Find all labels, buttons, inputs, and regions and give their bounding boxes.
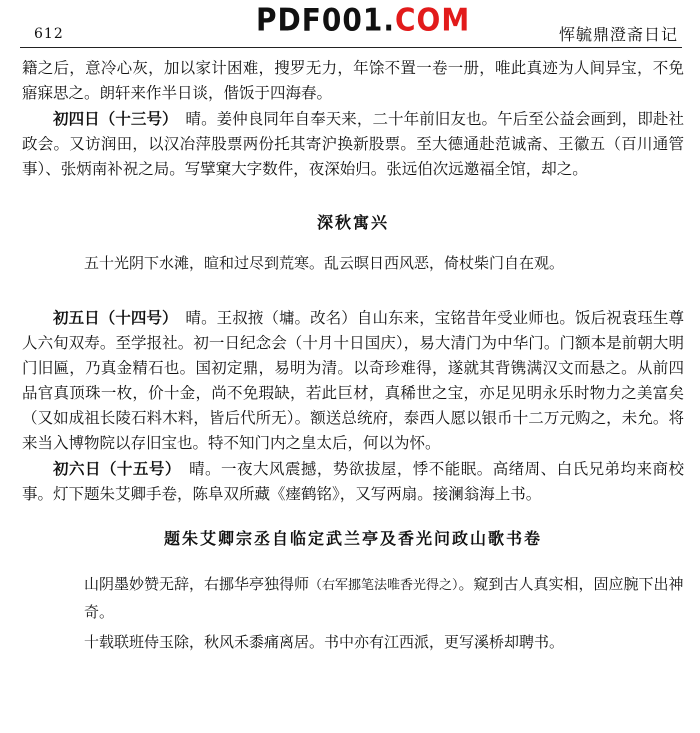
watermark-prefix: PDF001.: [256, 2, 395, 39]
poem-text: [22, 571, 684, 625]
entry-text: 晴。王叔掖（墉。改名）自山东来，宝铭昔年受业师也。饭后祝袁珏生尊人六旬双寿。至学报社。初一日纪念会（十月十日国庆），易大清门为中华门。门额本是前朝大明门旧匾，乃真金精石也。国初定鼎，易明为清。以奇珍难得，遂就其背镌满汉文而悬之。从前四品官真顶珠一枚，价十金，尚不免瑕缺，若此巨材，真稀世之宝，亦足见明永乐时物力之美富矣（又如成祖长陵石料木料，皆后代所无）。额送总统府，泰西人愿以银币十二万元购之，未允。将来当入博物院以存旧宝也。特不知门内之皇太后，何以为怀。: [22, 309, 684, 452]
entry-date: 初五日（十四号）: [53, 308, 170, 327]
page-number: 612: [34, 26, 64, 42]
entry-date: 初四日（十三号）: [53, 109, 170, 128]
entry-date: 初六日（十五号）: [53, 459, 174, 478]
poem-title: 深秋寓兴: [316, 213, 389, 232]
page-body: [22, 56, 684, 655]
running-head: 恽毓鼎澄斋日记: [558, 25, 678, 44]
poem-annotation: （右军挪笔法唯香光得之）: [309, 578, 459, 593]
diary-entry-day4: [22, 106, 684, 182]
diary-entry-day6: [22, 456, 684, 507]
watermark-suffix: COM: [394, 2, 471, 39]
poem-title: 题朱艾卿宗丞自临定武兰亭及香光问政山歌书卷: [163, 529, 542, 548]
paragraph-continued: 籍之后，意冷心灰，加以家计困难，搜罗无力，年馀不置一卷一册，唯此真迹为人间异宝，不免寤寐思之。朗轩来作半日谈，偕饭于四海春。: [22, 59, 684, 102]
diary-entry-day5: [22, 305, 684, 456]
watermark-logo: [256, 2, 470, 38]
poem-text: 十载联班侍玉除，秋风禾黍痛离居。书中亦有江西派，更写溪桥却聘书。: [84, 633, 565, 651]
poem-line: 山阴墨妙赞无辞，右挪华亭独得师: [84, 575, 310, 593]
page-header: [0, 0, 700, 48]
poem-text: 五十光阴下水滩，暄和过尽到荒寒。乱云暝日西风恶，倚杖柴门自在观。: [84, 254, 565, 272]
header-rule: [20, 47, 682, 48]
entry-text: 晴。一夜大风震撼，势欲拔屋，悸不能眠。高绪周、白氏兄弟均来商校事。灯下题朱艾卿手卷，陈阜双所藏《瘗鹤铭》，又写两扇。接澜翁海上书。: [22, 460, 684, 503]
poem-line-tail: 。窥到古人真实相，固应腕下出神奇。: [84, 575, 684, 621]
entry-text: 晴。姜仲良同年自奉天来，二十年前旧友也。午后至公益会画到，即赴社政会。又访润田，以汉冶萍股票两份托其寄沪换新股票。至大德通赴范诚斋、王徽五（百川通管事）、张炳南补祝之局。写擘窠大字数件，夜深始归。张远伯次远邀福全馆，却之。: [22, 110, 684, 178]
